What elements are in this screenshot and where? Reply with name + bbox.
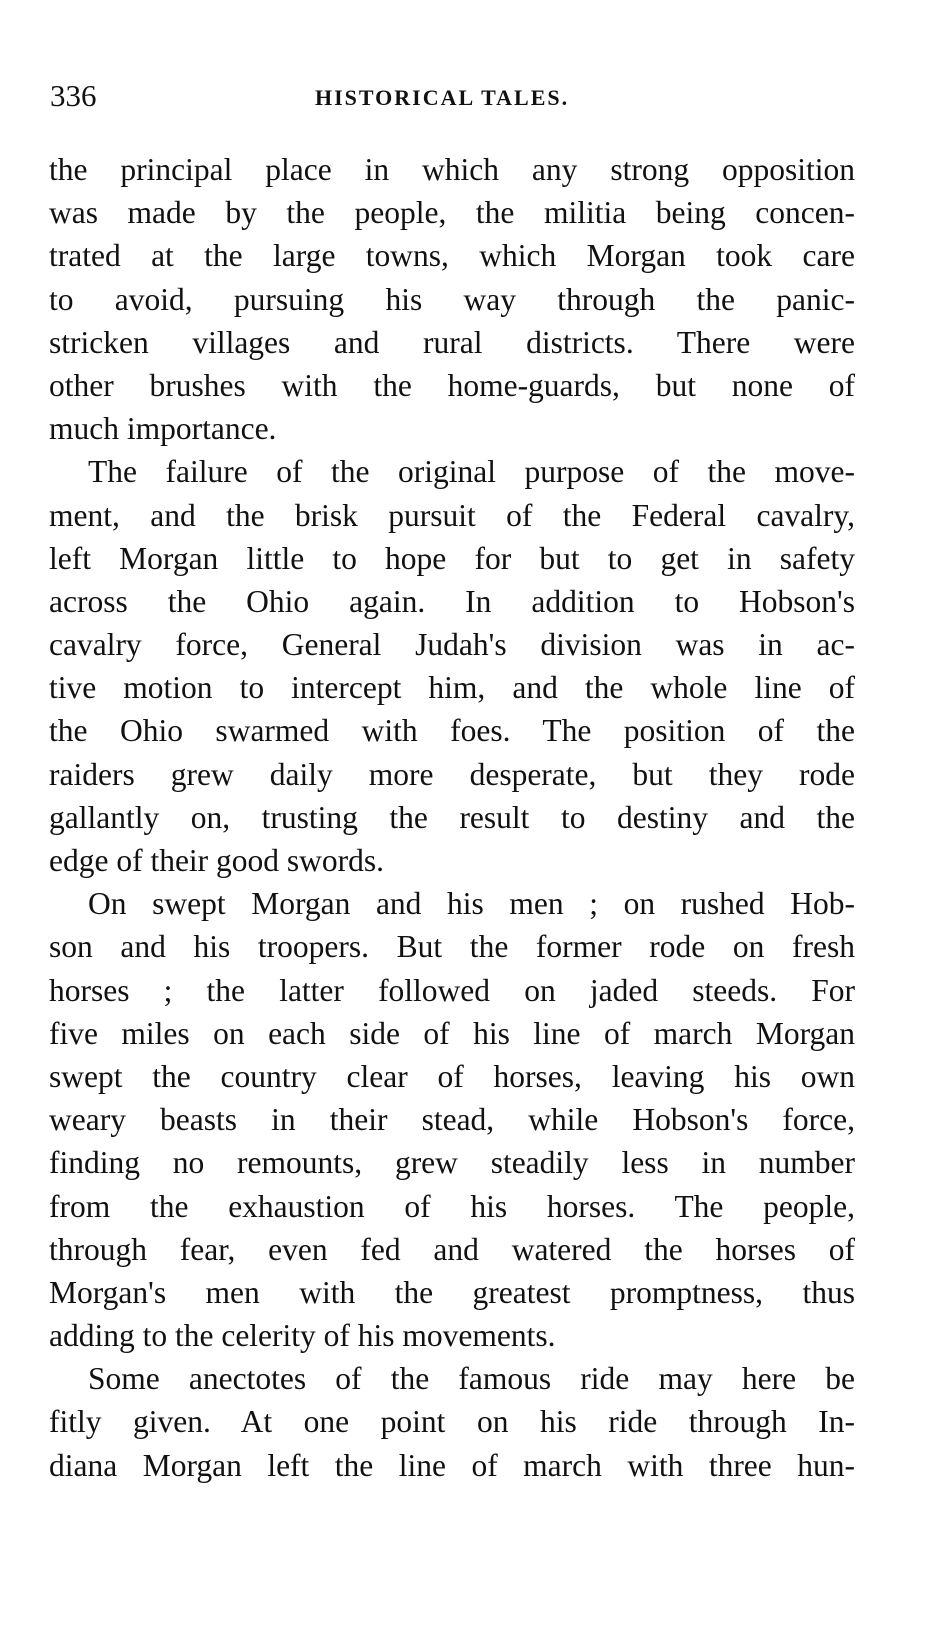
text-line: swept the country clear of horses, leaving his own bbox=[49, 1058, 855, 1094]
text-line: the Ohio swarmed with foes. The position of the bbox=[49, 713, 855, 749]
paragraph bbox=[49, 450, 855, 882]
page-number: 336 bbox=[50, 78, 97, 113]
text-line: Morgan's men with the greatest promptness, thus bbox=[49, 1274, 855, 1310]
running-header bbox=[50, 76, 856, 116]
text-line: horses ; the latter followed on jaded steeds. For bbox=[49, 972, 855, 1008]
text-line: weary beasts in their stead, while Hobson's force, bbox=[49, 1102, 855, 1138]
text-line: fitly given. At one point on his ride through In- bbox=[49, 1404, 855, 1440]
text-line: across the Ohio again. In addition to Hobson's bbox=[49, 583, 855, 619]
text-line: left Morgan little to hope for but to get in safety bbox=[49, 540, 855, 576]
text-line: ment, and the brisk pursuit of the Federal cavalry, bbox=[49, 497, 855, 533]
text-line: edge of their good swords. bbox=[49, 843, 385, 878]
text-line: the principal place in which any strong opposition bbox=[49, 152, 855, 187]
text-line: other brushes with the home-guards, but none of bbox=[49, 367, 855, 403]
text-line: to avoid, pursuing his way through the panic- bbox=[49, 281, 855, 317]
paragraph bbox=[49, 148, 855, 450]
text-line: adding to the celerity of his movements. bbox=[49, 1318, 556, 1354]
text-line: trated at the large towns, which Morgan took care bbox=[49, 238, 855, 274]
text-line: The failure of the original purpose of the move- bbox=[88, 454, 855, 490]
text-line: son and his troopers. But the former rode on fresh bbox=[49, 929, 855, 965]
text-line: raiders grew daily more desperate, but they rode bbox=[49, 756, 855, 792]
text-line: five miles on each side of his line of march Morgan bbox=[49, 1015, 855, 1051]
text-line: cavalry force, General Judah's division was in ac- bbox=[49, 627, 855, 663]
text-line: On swept Morgan and his men ; on rushed Hob- bbox=[88, 886, 855, 922]
running-title: HISTORICAL TALES. bbox=[315, 85, 570, 110]
text-line: tive motion to intercept him, and the whole line of bbox=[49, 670, 855, 706]
text-line: through fear, even fed and watered the horses of bbox=[49, 1231, 855, 1267]
text-line: gallantly on, trusting the result to destiny and the bbox=[49, 799, 855, 835]
text-line: stricken villages and rural districts. There were bbox=[49, 324, 855, 360]
text-line: diana Morgan left the line of march with three hun- bbox=[49, 1447, 855, 1483]
text-line: from the exhaustion of his horses. The people, bbox=[49, 1188, 855, 1224]
paragraph bbox=[49, 882, 855, 1357]
paragraph bbox=[49, 1357, 855, 1487]
body-text bbox=[49, 148, 855, 1487]
text-line: finding no remounts, grew steadily less in number bbox=[49, 1145, 855, 1181]
text-line: much importance. bbox=[49, 411, 277, 447]
text-line: Some anectotes of the famous ride may here be bbox=[88, 1361, 855, 1397]
text-line: was made by the people, the militia being concen- bbox=[49, 195, 855, 231]
